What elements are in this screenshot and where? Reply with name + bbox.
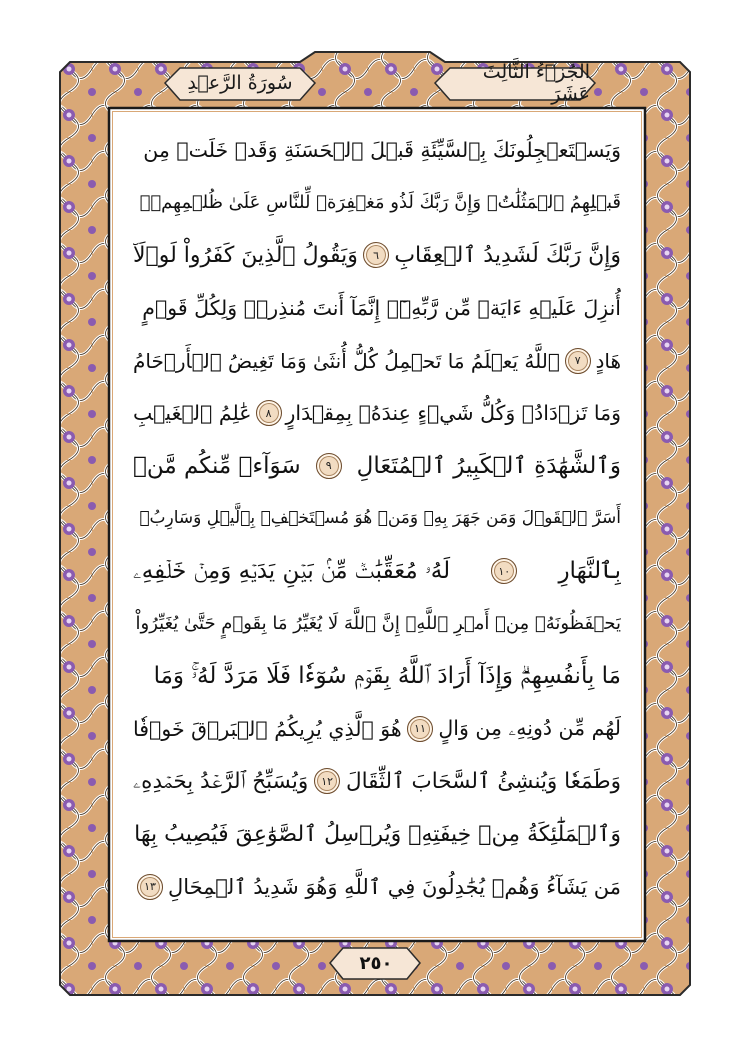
text-frame — [113, 112, 641, 937]
ayah-number-marker: ٦ — [363, 242, 389, 268]
verse-text: قَبۡلِهِمُ ٱلۡمَثُلَٰتُۗ وَإِنَّ رَبَّكَ لَذُو مَغۡفِرَةٖ لِّلنَّاسِ عَلَىٰ ظُلۡمِهِمۡۖ — [139, 192, 621, 214]
verse-text: سَوَآءٞ مِّنكُم مَّنۡ — [133, 452, 301, 479]
text-line — [133, 492, 621, 545]
verse-text: أُنزِلَ عَلَيۡهِ ءَايَةٞ مِّن رَّبِّهِۦٓۗ إِنَّمَآ أَنتَ مُنذِرٞۖ وَلِكُلِّ قَوۡمٍ — [142, 296, 621, 321]
ayah-number-marker: ١٠ — [491, 558, 517, 584]
verse-text: مَا بِأَنفُسِهِمۡۗ وَإِذَآ أَرَادَ ٱللَّهُ بِقَوۡمٖ سُوٓءٗا فَلَا مَرَدَّ لَهُۥۚ وَمَا — [153, 663, 621, 690]
verse-text: وَيُسَبِّحُ ٱلرَّعۡدُ بِحَمۡدِهِۦ — [133, 768, 309, 794]
verse-text: هُوَ ٱلَّذِي يُرِيكُمُ ٱلۡبَرۡقَ خَوۡفٗا — [133, 716, 402, 741]
verse-text: يَحۡفَظُونَهُۥ مِنۡ أَمۡرِ ٱللَّهِۗ إِنَّ ٱللَّهَ لَا يُغَيِّرُ مَا بِقَوۡمٍ حَتَّىٰ يُغَيِّرُواْ — [135, 613, 621, 635]
text-line — [133, 177, 621, 230]
verse-text: وَطَمَعٗا وَيُنشِئُ ٱلسَّحَابَ ٱلثِّقَالَ — [346, 768, 621, 794]
verse-text: أَسَرَّ ٱلۡقَوۡلَ وَمَن جَهَرَ بِهِۦ وَمَنۡ هُوَ مُسۡتَخۡفِۭ بِٱلَّيۡلِ وَسَارِبُۢ — [139, 508, 621, 529]
verse-text: وَمَا تَزۡدَادُۚ وَكُلُّ شَيۡءٍ عِندَهُۥ بِمِقۡدَارٍ — [285, 401, 621, 426]
ayah-number-marker: ١١ — [407, 716, 433, 742]
text-line — [133, 860, 621, 913]
verse-text: وَيَسۡتَعۡجِلُونَكَ بِٱلسَّيِّئَةِ قَبۡلَ ٱلۡحَسَنَةِ وَقَدۡ خَلَتۡ مِن — [143, 138, 621, 163]
text-line — [133, 808, 621, 861]
juz-name: الجُزۡءُ الثَّالِثَ عَشَرَ — [482, 61, 590, 105]
text-line — [133, 282, 621, 335]
verse-text: وَيَقُولُ ٱلَّذِينَ كَفَرُواْ لَوۡلَآ — [133, 242, 358, 268]
verse-lines — [113, 112, 641, 937]
ayah-number-marker: ٩ — [316, 453, 342, 479]
text-line — [133, 597, 621, 650]
ayah-number-marker: ١٣ — [137, 874, 163, 900]
verse-text: هَادٍ — [595, 348, 621, 373]
verse-text: مَن يَشَآءُ وَهُمۡ يُجَٰدِلُونَ فِي ٱللَّهِ وَهُوَ شَدِيدُ ٱلۡمِحَالِ — [167, 874, 621, 899]
verse-text: عَٰلِمُ ٱلۡغَيۡبِ — [133, 401, 252, 426]
surah-name: سُورَةُ الرَّعۡدِ — [187, 72, 293, 94]
text-line — [133, 650, 621, 703]
ayah-number-marker: ١٢ — [314, 768, 340, 794]
page-number: ٢٥٠ — [359, 952, 393, 974]
text-line — [133, 229, 621, 282]
text-line — [133, 703, 621, 756]
verse-text: بِٱلنَّهَارِ — [558, 558, 621, 585]
verse-text: لَهُۥ مُعَقِّبَٰتٞ مِّنۢ بَيۡنِ يَدَيۡهِ وَمِنۡ خَلۡفِهِۦ — [133, 558, 451, 585]
text-line — [133, 440, 621, 493]
ayah-number-marker: ٧ — [565, 348, 591, 374]
verse-text: لَهُم مِّن دُونِهِۦ مِن وَالٍ — [438, 716, 621, 741]
verse-text: وَٱلۡمَلَٰٓئِكَةُ مِنۡ خِيفَتِهِۦ وَيُرۡسِلُ ٱلصَّوَٰعِقَ فَيُصِيبُ بِهَا — [134, 821, 621, 847]
text-line — [133, 545, 621, 598]
verse-text: وَٱلشَّهَٰدَةِ ٱلۡكَبِيرُ ٱلۡمُتَعَالِ — [356, 452, 621, 479]
ayah-number-marker: ٨ — [256, 400, 282, 426]
text-line — [133, 124, 621, 177]
text-line — [133, 755, 621, 808]
text-line — [133, 387, 621, 440]
text-line — [133, 334, 621, 387]
verse-text: وَإِنَّ رَبَّكَ لَشَدِيدُ ٱلۡعِقَابِ — [394, 242, 621, 268]
verse-text: ٱللَّهُ يَعۡلَمُ مَا تَحۡمِلُ كُلُّ أُنثَىٰ وَمَا تَغِيضُ ٱلۡأَرۡحَامُ — [133, 348, 560, 373]
